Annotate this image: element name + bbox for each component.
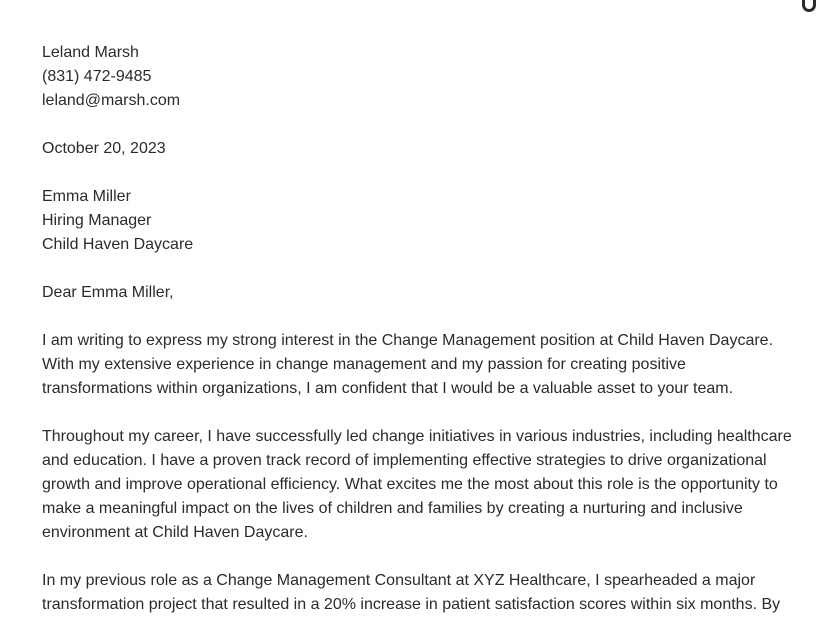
paragraph-line: transformations within organizations, I am confident that I would be a valuable asset to your team. [42, 380, 734, 397]
sender-phone: (831) 472-9485 [42, 68, 152, 85]
paragraph-line: With my extensive experience in change management and my passion for creating positive [42, 356, 686, 373]
letter-date: October 20, 2023 [42, 140, 166, 157]
paragraph-line: I am writing to express my strong interest in the Change Management position at Child Haven Daycare. [42, 332, 774, 349]
partial-corner-icon [802, 0, 816, 12]
sender-block [42, 41, 802, 113]
paragraph-line: In my previous role as a Change Management Consultant at XYZ Healthcare, I spearheaded a major [42, 572, 756, 589]
paragraph-1 [42, 329, 802, 401]
sender-name: Leland Marsh [42, 44, 139, 61]
sender-email: leland@marsh.com [42, 92, 181, 109]
paragraph-line: Throughout my career, I have successfully led change initiatives in various industries, including healthcare [42, 428, 792, 445]
date-block [42, 137, 802, 161]
salutation: Dear Emma Miller, [42, 284, 174, 301]
recipient-title: Hiring Manager [42, 212, 152, 229]
recipient-company: Child Haven Daycare [42, 236, 194, 253]
paragraph-line: transformation project that resulted in a 20% increase in patient satisfaction scores within six months. By [42, 596, 781, 613]
recipient-block [42, 185, 802, 257]
paragraph-line: make a meaningful impact on the lives of children and families by creating a nurturing and inclusive [42, 500, 743, 517]
paragraph-line: environment at Child Haven Daycare. [42, 524, 308, 541]
salutation-block [42, 281, 802, 305]
paragraph-3 [42, 569, 802, 617]
paragraph-line: growth and improve operational efficiency. What excites me the most about this role is the opportunity to [42, 476, 778, 493]
cover-letter [42, 41, 802, 620]
paragraph-2 [42, 425, 802, 545]
recipient-name: Emma Miller [42, 188, 131, 205]
paragraph-line: and education. I have a proven track record of implementing effective strategies to drive organizational [42, 452, 767, 469]
